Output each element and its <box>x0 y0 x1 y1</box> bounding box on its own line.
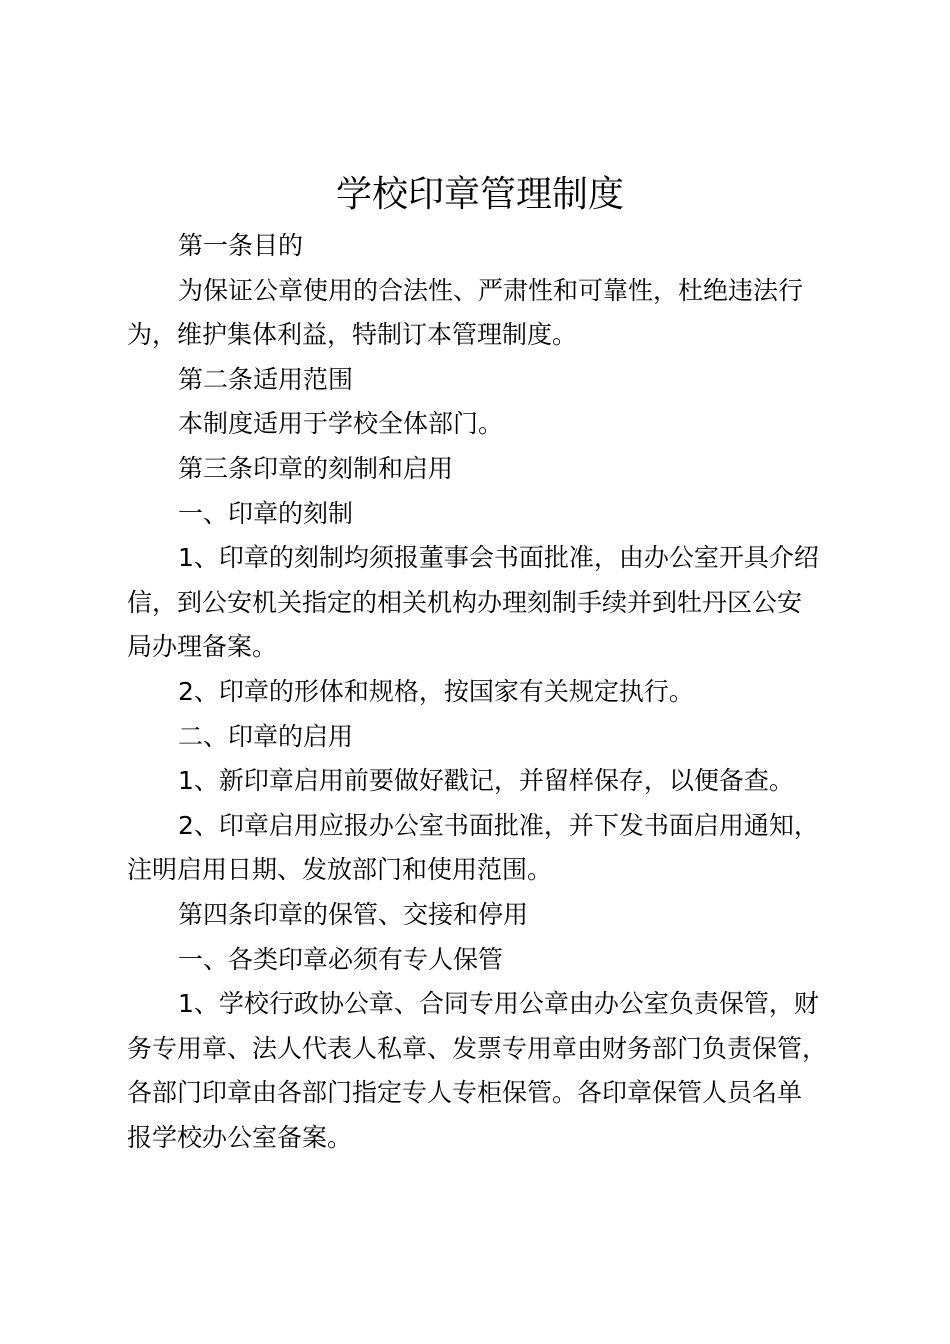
document-body <box>127 224 857 1160</box>
paragraph-line: 务专用章、法人代表人私章、发票专用章由财务部门负责保管， <box>127 1033 828 1063</box>
paragraph-line: 为保证公章使用的合法性、严肃性和可靠性，杜绝违法行 <box>178 275 804 305</box>
paragraph-line: 注明启用日期、发放部门和使用范围。 <box>127 855 553 885</box>
article-1-heading: 第一条目的 <box>178 231 304 260</box>
paragraph-line: 本制度适用于学校全体部门。 <box>178 409 504 439</box>
paragraph-line: 信，到公安机关指定的相关机构办理刻制手续并到牡丹区公安 <box>127 587 803 617</box>
section-heading: 二、印章的启用 <box>178 721 354 751</box>
document-title: 学校印章管理制度 <box>335 174 624 215</box>
paragraph-line: 局办理备案。 <box>127 632 278 662</box>
section-heading: 一、各类印章必须有专人保管 <box>178 944 504 974</box>
article-4-heading: 第四条印章的保管、交接和停用 <box>178 899 529 929</box>
article-3-heading: 第三条印章的刻制和启用 <box>178 453 454 483</box>
paragraph-line: 1、新印章启用前要做好戳记，并留样保存，以便备查。 <box>178 766 794 796</box>
article-2-heading: 第二条适用范围 <box>178 364 354 394</box>
paragraph-line: 2、印章启用应报办公室书面批准，并下发书面启用通知， <box>178 810 819 840</box>
paragraph-line: 1、学校行政协公章、合同专用公章由办公室负责保管，财 <box>178 989 819 1019</box>
paragraph-line: 1、印章的刻制均须报董事会书面批准，由办公室开具介绍 <box>178 543 819 573</box>
paragraph-line: 为，维护集体利益，特制订本管理制度。 <box>127 320 578 350</box>
paragraph-line: 报学校办公室备案。 <box>127 1122 353 1152</box>
paragraph-line: 2、印章的形体和规格，按国家有关规定执行。 <box>178 676 694 706</box>
section-heading: 一、印章的刻制 <box>178 498 354 528</box>
paragraph-line: 各部门印章由各部门指定专人专柜保管。各印章保管人员名单 <box>127 1078 803 1108</box>
